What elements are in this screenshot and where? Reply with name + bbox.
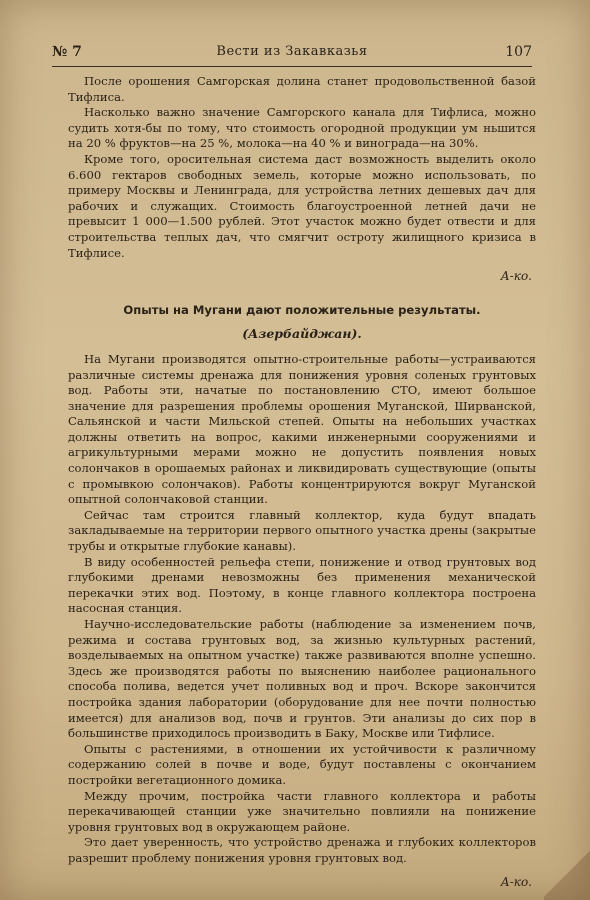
paragraph: На Мугани производятся опытно-строительные работы—устраиваются различные системы дренажа для понижения уровня соленых грунтовых вод. Работы эти, начатые по постановлению СТО, имеют большое значение для разрешения проблемы орошения Муганской, Ширванской, Сальянской и части Мильской степей. Опыты на небольших участках должны ответить на вопрос, какими инженерными сооружениями и агрикультурными мерами можно не допустить появления новых солончаков в орошаемых районах и ликвидировать существующие (опыты с промывкою солончаков). Работы концентрируются вокруг Муганской опытной солончаковой станции. [68,351,536,507]
folded-corner [544,848,590,900]
issue-number: № 7 [52,44,82,60]
article-mugan [68,303,536,900]
paragraph: В виду особенностей рельефа степи, понижение и отвод грунтовых вод глубокими дренами невозможны без применения механической перекачки этих вод. Поэтому, в конце главного коллектора построена насосная станция. [68,554,536,616]
article-subtitle: (Азербайджан). [242,326,362,342]
article-signature: А-ко. [500,874,532,889]
article-signature: А-ко. [500,269,532,284]
paragraph: Научно-исследовательские работы (наблюдение за изменением почв, режима и состава грунтовых вод, за жизнью культурных растений, возделываемых на опытном участке) также развиваются вполне успешно. Здесь же производятся работы по выяснению наиболее рационального способа полива, ведется учет поливных вод и проч. Вскоре закончится постройка здания лаборатории (оборудование для нее почти полностью имеется) для анализов вод, почв и грунтов. Эти анализы до сих пор в большинстве приходилось производить в Баку, Москве или Тифлисе. [68,617,536,741]
article-samgori [68,74,536,285]
page-body [68,74,536,900]
paragraph: Сейчас там строится главный коллектор, куда будут впадать закладываемые на территории первого опытного участка дрены (закрытые трубы и открытые глубокие канавы). [68,507,536,554]
paragraph: После орошения Самгорская долина станет продовольственной базой Тифлиса. [68,74,536,104]
paragraph: Опыты с растениями, в отношении их устойчивости к различному содержанию солей в почве и воде, будут поставлены с окончанием постройки вегетационного домика. [68,741,536,787]
paragraph: Кроме того, оросительная система даст возможность выделить около 6.600 гектаров свободных земель, которые можно использовать, по примеру Москвы и Ленинграда, для устройства летних дешевых дач для рабочих и служащих. Стоимость благоустроенной летней дачи не превысит 1 000—1.500 рублей. Этот участок можно будет отвести и для строительства теплых дач, что смягчит остроту жилищного кризиса в Тифлисе. [68,151,536,260]
paragraph: Это дает уверенность, что устройство дренажа и глубоких коллекторов разрешит проблему понижения уровня грунтовых вод. [68,835,536,865]
page-number: 107 [505,44,532,60]
paragraph: Насколько важно значение Самгорского канала для Тифлиса, можно судить хотя-бы по тому, что стоимость огородной продукции ум ньшится на 20 % фруктов—на 25 %, молока—на 40 % и винограда—на 30%. [68,105,536,151]
page-header [52,40,532,67]
article-title: Опыты на Мугани дают положительные результаты. [123,302,481,317]
journal-title: Вести из Закавказья [216,44,368,59]
paragraph: Между прочим, постройка части главного коллектора и работы перекачивающей станции уже значительно повлияли на понижение уровня грунтовых вод в окружающем районе. [68,788,536,834]
